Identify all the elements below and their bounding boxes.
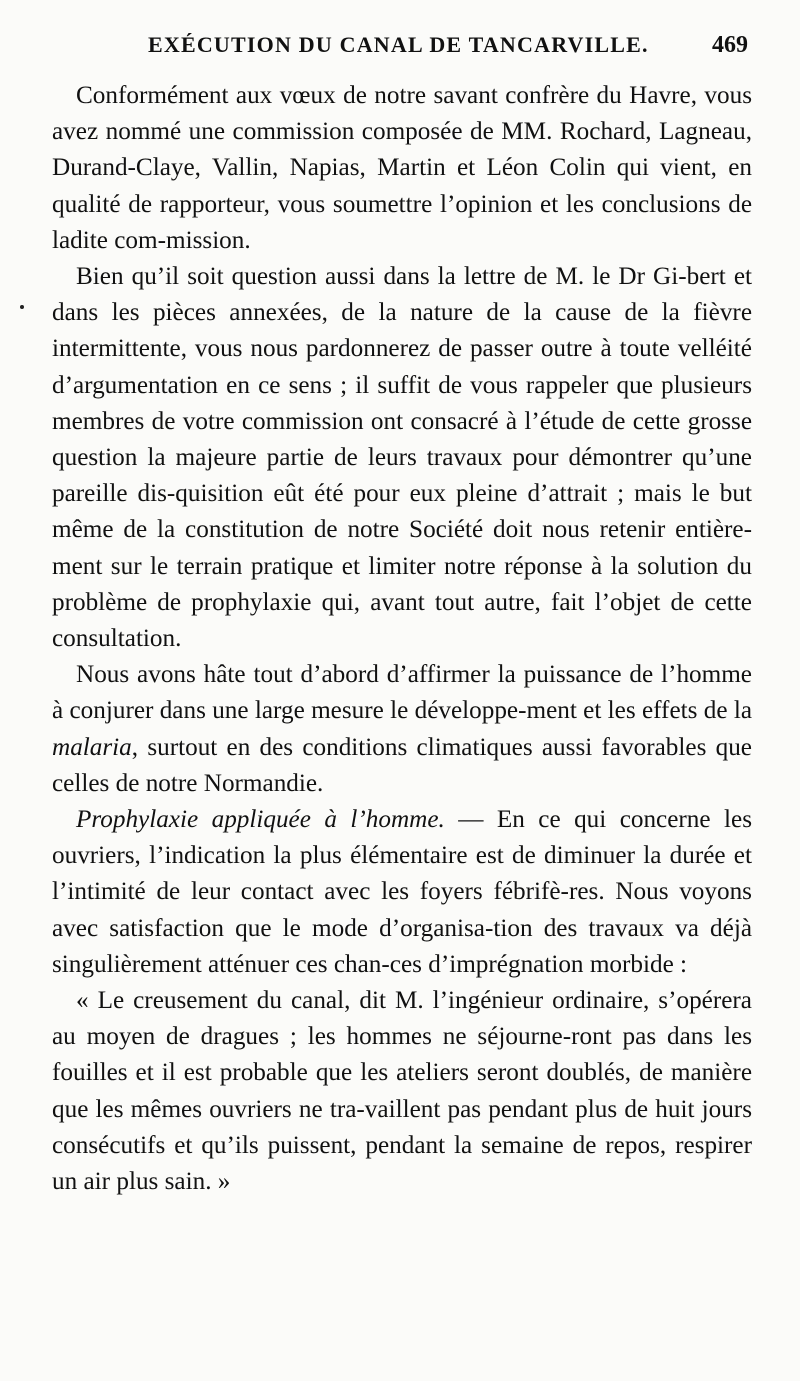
paragraph-malaria bbox=[52, 657, 752, 802]
malaria-text-after: , surtout en des conditions climatiques aussi favorables que celles de notre Normandie. bbox=[52, 733, 752, 797]
paragraph-commission: Conformément aux vœux de notre savant confrère du Havre, vous avez nommé une commission composée de MM. Rochard, Lagneau, Durand-Claye, Vallin, Napias, Martin et Léon Colin qui vient, en qualité de rapporteur, vous soumettre l’opinion et les conclusions de ladite com-mission. bbox=[52, 82, 752, 254]
malaria-text-before: Nous avons hâte tout d’abord d’affirmer la puissance de l’homme à conjurer dans une large mesure le développe-ment et les effets de la bbox=[52, 661, 752, 725]
paragraph-quote-engineer: « Le creusement du canal, dit M. l’ingénieur ordinaire, s’opérera au moyen de dragues ; les hommes ne séjourne-ront pas dans les fouilles et il est probable que les ateliers seront doublés, de manière que les mêmes ouvriers ne tra-vaillent pas pendant plus de huit jours consécutifs et qu’ils puissent, pendant la semaine de repos, respirer un air plus sain. » bbox=[52, 987, 752, 1196]
running-title: EXÉCUTION DU CANAL DE TANCARVILLE. bbox=[148, 32, 649, 57]
prophylaxis-text: — En ce qui concerne les ouvriers, l’indication la plus élémentaire est de diminuer la durée et l’intimité de leur contact avec les foyers fébrifè-res. Nous voyons avec satisfaction que le mode d’organisa-tion des travaux va déjà singulièrement atténuer ces chan-ces d’imprégnation morbide : bbox=[52, 806, 752, 978]
paragraph-fever-cause: Bien qu’il soit question aussi dans la lettre de M. le Dr Gi-bert et dans les pièces annexées, de la nature de la cause de la fièvre intermittente, vous nous pardonnerez de passer outre à toute velléité d’argumentation en ce sens ; il suffit de vous rappeler que plusieurs membres de votre commission ont consacré à l’étude de cette grosse question la majeure partie de leurs travaux pour démontrer qu’une pareille dis-quisition eût été pour eux pleine d’attrait ; mais le but même de la constitution de notre Société doit nous retenir entière-ment sur le terrain pratique et limiter notre réponse à la solution du problème de prophylaxie qui, avant tout autre, fait l’objet de cette consultation. bbox=[52, 263, 752, 653]
body-text bbox=[52, 78, 752, 1200]
page-number: 469 bbox=[712, 32, 748, 58]
malaria-term: malaria bbox=[52, 733, 132, 761]
running-header bbox=[52, 32, 752, 72]
paragraph-prophylaxis bbox=[52, 802, 752, 983]
margin-mark bbox=[20, 305, 24, 309]
section-heading-prophylaxis: Prophylaxie appliquée à l’homme. bbox=[76, 806, 445, 834]
